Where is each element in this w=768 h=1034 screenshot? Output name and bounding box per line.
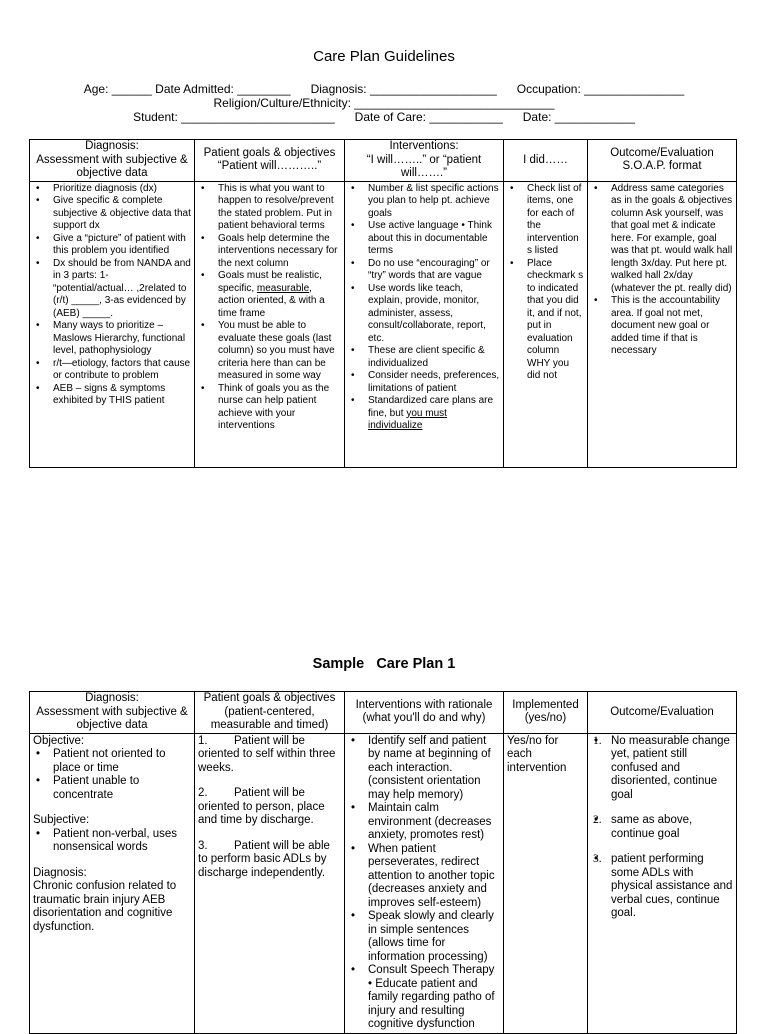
goals-guideline-item: • This is what you want to happen to resolve/prevent the stated problem. Put in patient behavioral terms [198, 183, 341, 233]
interventions-guideline-item: • Do no use “encouraging” or “try” words that are vague [348, 258, 500, 283]
sample-col-diagnosis-header: Diagnosis: Assessment with subjective & objective data [30, 692, 195, 734]
sample-col-implemented-header: Implemented (yes/no) [504, 692, 588, 734]
outcome-guideline-item: • Address same categories as in the goals & objectives column Ask yourself, was that goal met & indicate here. For example, goal was that pt. would walk hall length 3x/day. Put here pt. walked hall 2x/day (whatever the pt. really did) [591, 183, 733, 296]
header-age-diagnosis-line: Age: ______ Date Admitted: ________ Diagnosis: ___________________ Occupation: _______________ [83, 82, 685, 96]
diagnosis-guideline-item: • AEB – signs & symptoms exhibited by THIS patient [33, 383, 191, 408]
sample-body-row [30, 733, 737, 1033]
sample-header-row [30, 692, 737, 734]
outcome-number: • 2. [593, 814, 602, 826]
goal-item: 2. Patient will be oriented to person, place and time by discharge. [198, 787, 325, 826]
outcome-number: • 3. [593, 853, 602, 865]
sample-interventions-cell [345, 733, 504, 1033]
guidelines-title: Care Plan Guidelines [313, 48, 455, 65]
guidelines-table [29, 139, 737, 468]
subjective-label: Subjective: [33, 814, 90, 826]
intervention-item: • Maintain calm environment (decreases anxiety, promotes rest) [348, 802, 500, 843]
sample-col-interventions-header: Interventions with rationale (what you'll do and why) [345, 692, 504, 734]
goal-number: 2. [198, 787, 208, 799]
interventions-guideline-item: • Use active language • Think about this in documentable terms [348, 220, 500, 258]
intervention-item: • When patient perseverates, redirect attention to another topic (decreases anxiety and improves self-esteem) [348, 843, 500, 911]
guidelines-header-row [30, 140, 737, 182]
outcome-item: • 2. same as above, continue goal [591, 814, 733, 841]
interventions-list [348, 735, 500, 1032]
diagnosis-guideline-item: • Dx should be from NANDA and in 3 parts: 1- “potential/actual… ,2related to (r/t) _____, 3-as evidenced by (AEB) _____. [33, 258, 191, 321]
sample-implemented-cell [504, 733, 588, 1033]
goal-number: 3. [198, 839, 208, 852]
header-religion-line: Religion/Culture/Ethnicity: ______________________________ [213, 96, 555, 110]
sample-outcome-cell [588, 733, 737, 1033]
guidelines-col-idid-header: I did…… [504, 140, 588, 182]
sample-col-goals-header: Patient goals & objectives (patient-centered, measurable and timed) [195, 692, 345, 734]
idid-guideline-item: • Place checkmark s to indicated that you did it, and if not, put in evaluation column WHY you did not [507, 258, 584, 383]
sample-goals-cell [195, 733, 345, 1033]
goals-guideline-item: • Goals must be realistic, specific, measurable, action oriented, & with a time frame [198, 270, 341, 320]
interventions-guideline-item: • These are client specific & individualized [348, 345, 500, 370]
diagnosis-guideline-item: • Give a “picture” of patient with this problem you identified [33, 233, 191, 258]
intervention-item: • Identify self and patient by name at beginning of each interaction. (consistent orientation may help memory) [348, 735, 500, 803]
goals-guideline-item: • Goals help determine the interventions necessary for the next column [198, 233, 341, 271]
outcome-number: • 1. [593, 734, 602, 747]
sample-care-plan-title: Sample Care Plan 1 [312, 656, 456, 672]
intervention-item: • Consult Speech Therapy • Educate patient and family regarding patho of injury and resulting cognitive dysfunction [348, 964, 500, 1032]
goal-item: 1. Patient will be oriented to self within three weeks. [198, 734, 336, 774]
subjective-list [33, 828, 191, 855]
guidelines-body-row [30, 181, 737, 467]
implemented-text: Yes/no for each intervention [507, 734, 567, 774]
sample-care-plan-table [29, 691, 737, 1034]
guidelines-outcome-list [591, 183, 733, 358]
diagnosis-guideline-item: • Give specific & complete subjective & objective data that support dx [33, 195, 191, 233]
intervention-item: • Speak slowly and clearly in simple sentences (allows time for information processing) [348, 910, 500, 964]
sample-col-outcome-header: Outcome/Evaluation [588, 692, 737, 734]
interventions-guideline-item: • Use words like teach, explain, provide, monitor, administer, assess, consult/collaborate, report, etc. [348, 283, 500, 346]
guidelines-col-diagnosis-header: Diagnosis: Assessment with subjective & objective data [30, 140, 195, 182]
outcome-guideline-item: • This is the accountability area. If goal not met, document new goal or added time if that is necessary [591, 295, 733, 358]
diagnosis-guideline-item: • r/t—etiology, factors that cause or contribute to problem [33, 358, 191, 383]
header-student-line: Student: _______________________ Date of Care: ___________ Date: ____________ [133, 110, 635, 124]
outcome-item: • 3. patient performing some ADLs with physical assistance and verbal cues, continue goal. [591, 853, 733, 921]
diagnosis-label: Diagnosis: [33, 866, 87, 879]
objective-label: Objective: [33, 734, 85, 747]
guidelines-goals-list [198, 183, 341, 433]
interventions-guideline-item: • Standardized care plans are fine, but you must individualize [348, 395, 500, 433]
goals-guideline-item: • Think of goals you as the nurse can help patient achieve with your interventions [198, 383, 341, 433]
guidelines-interventions-list [348, 183, 500, 433]
goal-number: 1. [198, 734, 208, 747]
guidelines-col-interventions-header: Interventions: “I will……..” or “patient will…….” [345, 140, 504, 182]
sample-diagnosis-cell [30, 733, 195, 1033]
objective-item: • Patient not oriented to place or time [33, 748, 191, 775]
guidelines-idid-list [507, 183, 584, 383]
diagnosis-guideline-item: • Prioritize diagnosis (dx) [33, 183, 191, 196]
objective-list [33, 748, 191, 802]
objective-item: • Patient unable to concentrate [33, 775, 191, 802]
goals-guideline-item: • You must be able to evaluate these goals (last column) so you must have criteria here than can be measured in some way [198, 320, 341, 383]
interventions-guideline-item: • Number & list specific actions you plan to help pt. achieve goals [348, 183, 500, 221]
subjective-item: • Patient non-verbal, uses nonsensical words [33, 828, 191, 855]
guidelines-col-goals-header: Patient goals & objectives “Patient will………..” [195, 140, 345, 182]
interventions-guideline-item: • Consider needs, preferences, limitations of patient [348, 370, 500, 395]
diagnosis-text: Chronic confusion related to traumatic brain injury AEB disorientation and cognitive dysfunction. [33, 880, 177, 933]
outcomes-list [591, 735, 733, 921]
guidelines-col-outcome-header: Outcome/Evaluation S.O.A.P. format [588, 140, 737, 182]
guidelines-diagnosis-list [33, 183, 191, 408]
diagnosis-guideline-item: • Many ways to prioritize – Maslows Hierarchy, functional level, pathophysiology [33, 320, 191, 358]
idid-guideline-item: • Check list of items, one for each of the intervention s listed [507, 183, 584, 258]
outcome-item: • 1. No measurable change yet, patient still confused and disoriented, continue goal [591, 735, 733, 803]
goal-item: 3. Patient will be able to perform basic ADLs by discharge independently. [198, 839, 330, 879]
